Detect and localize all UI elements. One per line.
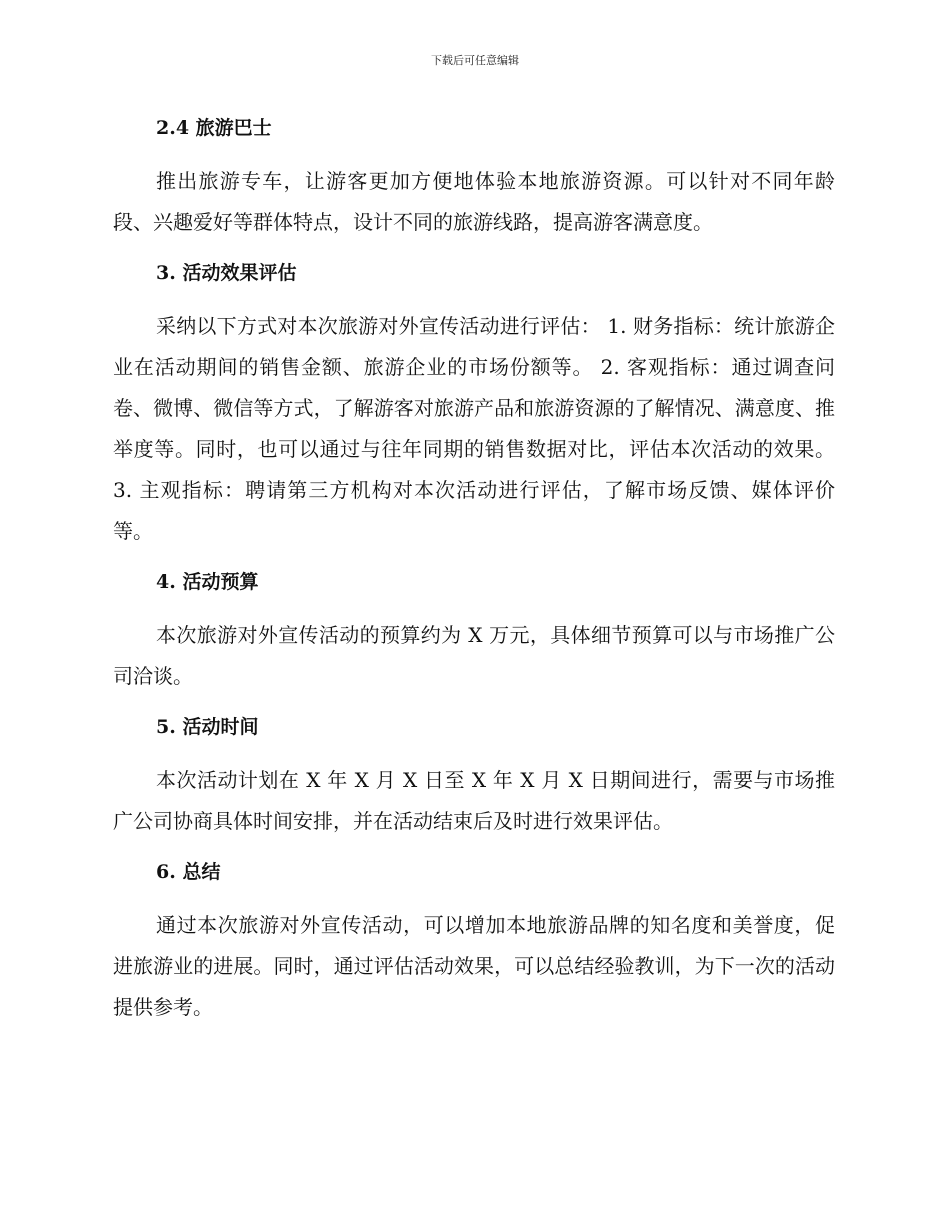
- section-body-evaluation: 采纳以下方式对本次旅游对外宣传活动进行评估： 1. 财务指标：统计旅游企业在活动期间的销售金额、旅游企业的市场份额等。 2. 客观指标：通过调查问卷、微博、微信等方式，了解游客对旅游产品和旅游资源的了解情况、满意度、推举度等。同时，也可以通过与往年同期的销售数据对比，评估本次活动的效果。 3. 主观指标：聘请第三方机构对本次活动进行评估，了解市场反馈、媒体评价等。: [113, 314, 835, 543]
- section-body-budget: 本次旅游对外宣传活动的预算约为 X 万元，具体细节预算可以与市场推广公司洽谈。: [113, 623, 835, 688]
- section-heading-summary: 6. 总结: [156, 861, 221, 883]
- page-header: 下载后可任意编辑: [431, 54, 519, 67]
- section-heading-tour-bus: 2.4 旅游巴士: [156, 117, 272, 139]
- section-body-summary: 通过本次旅游对外宣传活动，可以增加本地旅游品牌的知名度和美誉度，促进旅游业的进展。同时，通过评估活动效果，可以总结经验教训，为下一次的活动提供参考。: [113, 913, 835, 1019]
- section-body-schedule: 本次活动计划在 X 年 X 月 X 日至 X 年 X 月 X 日期间进行，需要与市场推广公司协商具体时间安排，并在活动结束后及时进行效果评估。: [113, 768, 835, 833]
- section-heading-schedule: 5. 活动时间: [156, 716, 259, 738]
- document-body: [113, 111, 835, 1028]
- section-body-tour-bus: 推出旅游专车，让游客更加方便地体验本地旅游资源。可以针对不同年龄段、兴趣爱好等群体特点，设计不同的旅游线路，提高游客满意度。: [113, 169, 835, 234]
- section-heading-budget: 4. 活动预算: [156, 571, 259, 593]
- section-heading-evaluation: 3. 活动效果评估: [156, 262, 297, 284]
